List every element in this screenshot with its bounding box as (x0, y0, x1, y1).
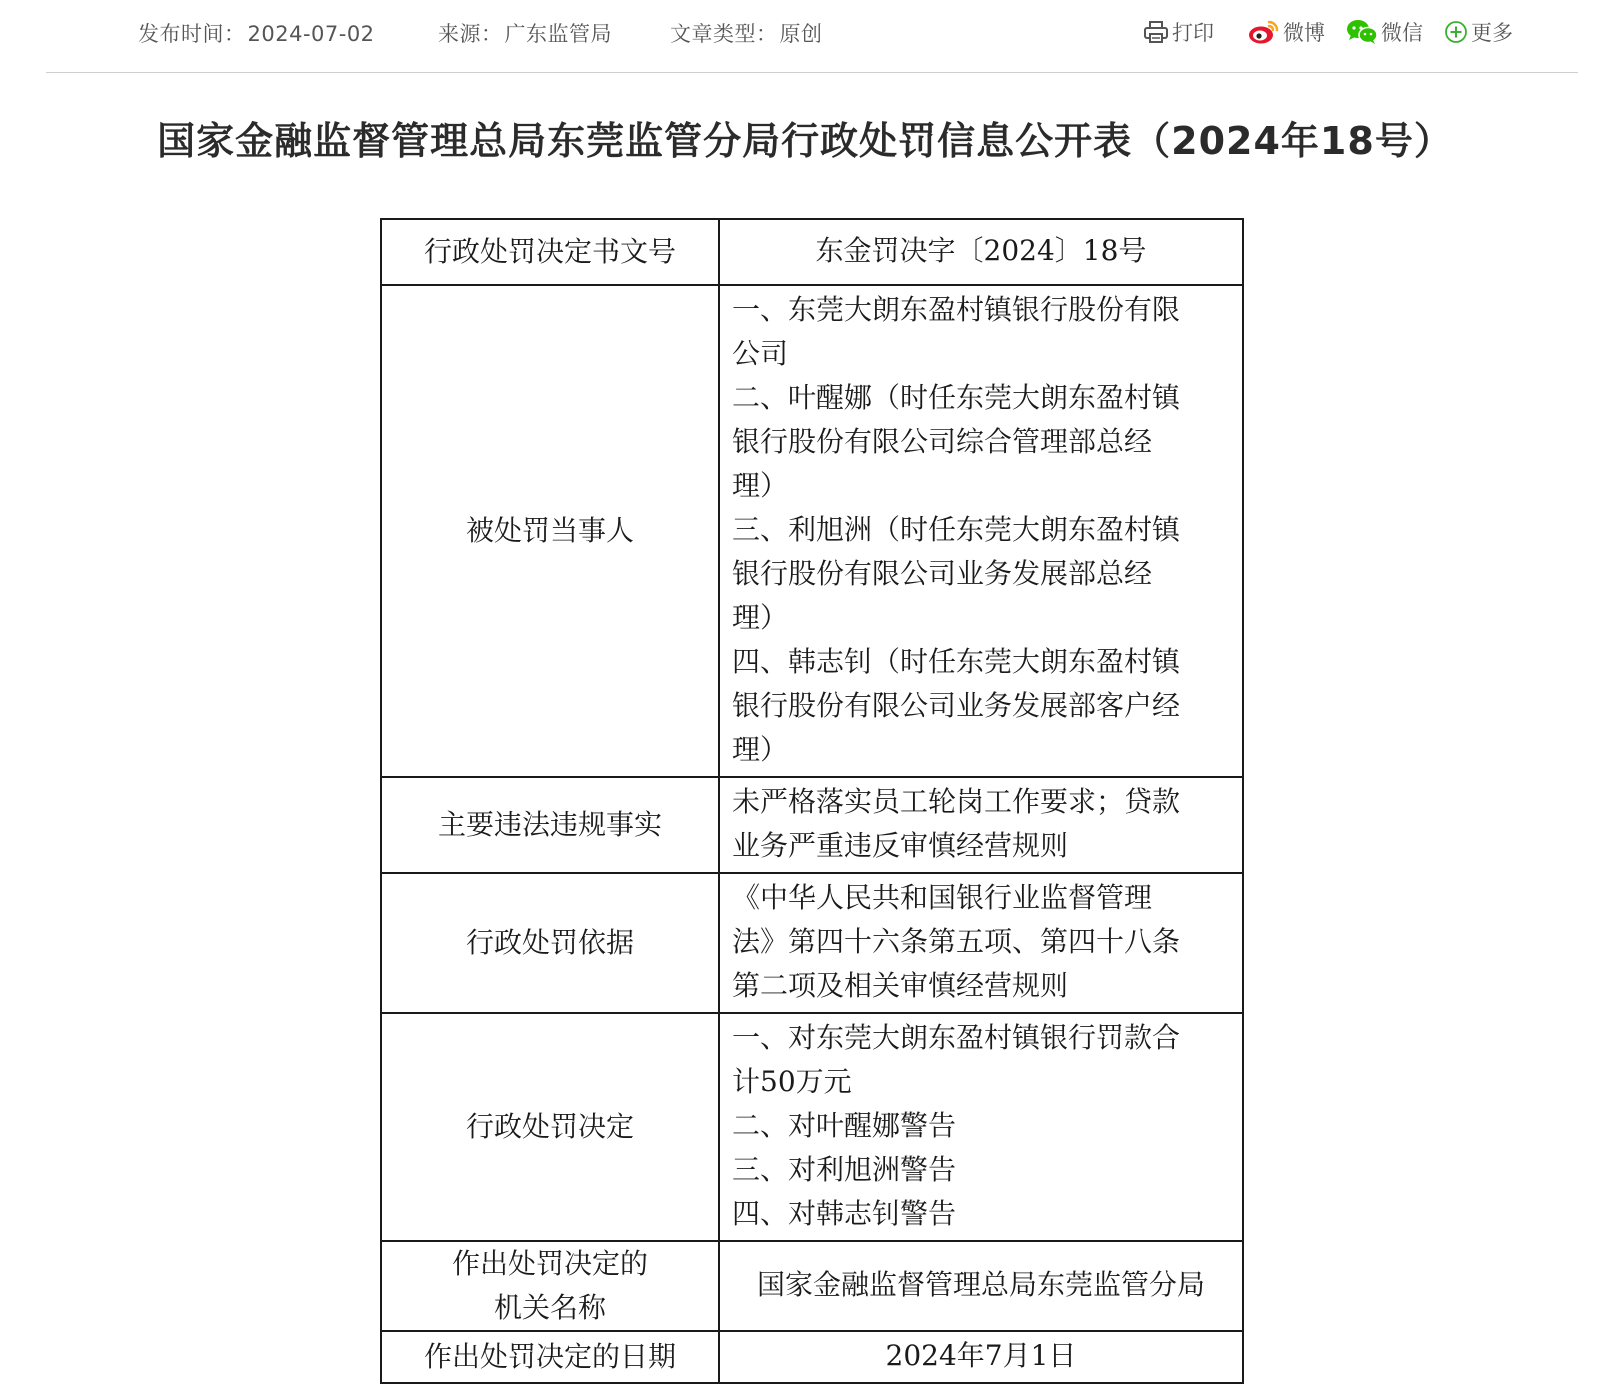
authority-label-line: 机关名称 (493, 1291, 606, 1324)
parties-label: 被处罚当事人 (381, 285, 719, 777)
decision-line: 计50万元 (732, 1065, 852, 1098)
decision-line: 一、对东莞大朗东盈村镇银行罚款合 (732, 1021, 1181, 1054)
parties-line: 三、利旭洲（时任东莞大朗东盈村镇 (732, 513, 1181, 546)
plus-circle-icon (1444, 20, 1471, 44)
type-label: 文章类型： (670, 22, 778, 46)
table-row-date (381, 1331, 1243, 1383)
authority-value: 国家金融监督管理总局东莞监管分局 (719, 1241, 1243, 1331)
decision-label: 行政处罚决定 (381, 1013, 719, 1241)
share-wechat-button[interactable] (1346, 17, 1423, 47)
printer-icon (1143, 20, 1172, 44)
wechat-icon (1346, 19, 1381, 45)
basis-line: 《中华人民共和国银行业监督管理 (732, 881, 1153, 914)
print-label: 打印 (1172, 21, 1214, 45)
parties-line: 银行股份有限公司业务发展部总经 (732, 557, 1153, 590)
table-row-doc-no (381, 219, 1243, 285)
publish-date-value: 2024-07-02 (247, 22, 375, 46)
parties-line: 理） (732, 469, 789, 502)
authority-label-line: 作出处罚决定的 (451, 1247, 648, 1280)
share-weibo-button[interactable] (1248, 17, 1325, 47)
source-value: 广东监管局 (504, 22, 612, 46)
basis-label: 行政处罚依据 (381, 873, 719, 1013)
facts-line: 未严格落实员工轮岗工作要求；贷款 (732, 785, 1181, 818)
decision-value (719, 1013, 1243, 1241)
table-row-basis (381, 873, 1243, 1013)
table-row-authority (381, 1241, 1243, 1331)
print-button[interactable] (1143, 17, 1214, 47)
facts-value (719, 777, 1243, 873)
basis-value (719, 873, 1243, 1013)
table-row-parties (381, 285, 1243, 777)
publish-date-label: 发布时间： (138, 22, 246, 46)
more-label: 更多 (1471, 21, 1513, 45)
doc-no-label: 行政处罚决定书文号 (381, 219, 719, 285)
publish-date (138, 18, 375, 48)
doc-no-value: 东金罚决字〔2024〕18号 (719, 219, 1243, 285)
article-source (438, 18, 612, 48)
share-more-button[interactable] (1444, 17, 1513, 47)
facts-label: 主要违法违规事实 (381, 777, 719, 873)
table-row-facts (381, 777, 1243, 873)
parties-line: 公司 (732, 337, 789, 370)
penalty-info-table (380, 218, 1244, 1384)
basis-line: 法》第四十六条第五项、第四十八条 (732, 925, 1181, 958)
decision-line: 四、对韩志钊警告 (732, 1197, 957, 1230)
type-value: 原创 (779, 22, 823, 46)
parties-line: 四、韩志钊（时任东莞大朗东盈村镇 (732, 645, 1181, 678)
decision-line: 二、对叶醒娜警告 (732, 1109, 957, 1142)
table-row-decision (381, 1013, 1243, 1241)
weibo-label: 微博 (1283, 21, 1325, 45)
date-label: 作出处罚决定的日期 (381, 1331, 719, 1383)
source-label: 来源： (438, 22, 503, 46)
page-title: 国家金融监督管理总局东莞监管分局行政处罚信息公开表（2024年18号） (157, 119, 1453, 163)
authority-label (381, 1241, 719, 1331)
date-value: 2024年7月1日 (719, 1331, 1243, 1383)
parties-line: 银行股份有限公司综合管理部总经 (732, 425, 1153, 458)
decision-line: 三、对利旭洲警告 (732, 1153, 957, 1186)
article-meta-bar (46, 0, 1578, 73)
weibo-icon (1248, 19, 1283, 45)
article-type (670, 18, 823, 48)
parties-line: 理） (732, 733, 789, 766)
wechat-label: 微信 (1381, 21, 1423, 45)
parties-line: 银行股份有限公司业务发展部客户经 (732, 689, 1181, 722)
parties-line: 二、叶醒娜（时任东莞大朗东盈村镇 (732, 381, 1181, 414)
parties-line: 理） (732, 601, 789, 634)
parties-line: 一、东莞大朗东盈村镇银行股份有限 (732, 293, 1181, 326)
parties-value (719, 285, 1243, 777)
basis-line: 第二项及相关审慎经营规则 (732, 969, 1069, 1002)
facts-line: 业务严重违反审慎经营规则 (732, 829, 1069, 862)
